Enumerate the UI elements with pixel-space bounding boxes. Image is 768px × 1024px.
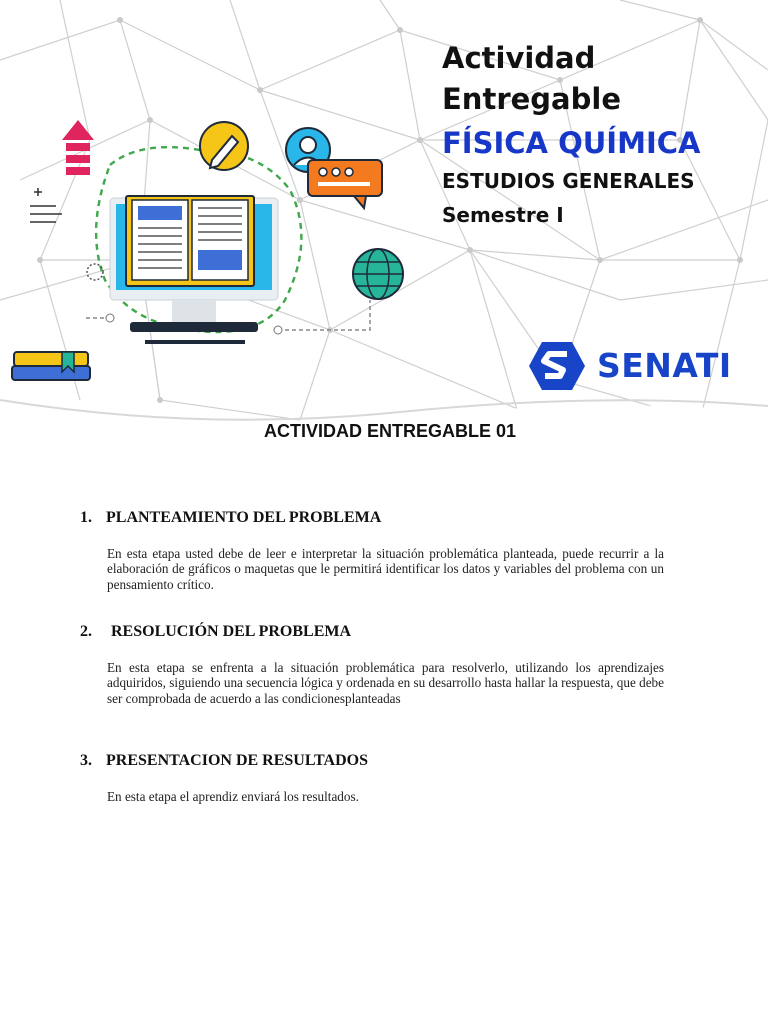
- document-icon: [30, 188, 62, 222]
- section-heading: [80, 752, 664, 770]
- section-number: 1.: [80, 509, 92, 526]
- section-number: 2.: [80, 623, 92, 640]
- cover-title-block: [442, 38, 700, 232]
- section-heading: [80, 623, 664, 641]
- section-2: [80, 623, 664, 706]
- section-title: RESOLUCIÓN DEL PROBLEMA: [111, 623, 352, 640]
- semester-label: Semestre I: [442, 203, 564, 227]
- arrow-up-icon: [62, 120, 94, 175]
- globe-icon: [353, 249, 403, 299]
- section-title: PLANTEAMIENTO DEL PROBLEMA: [106, 509, 382, 526]
- senati-logo-icon: [527, 340, 587, 392]
- cover-title-line1: Actividad: [442, 41, 596, 75]
- section-body: En esta etapa se enfrenta a la situación problemática para resolverlo, utilizando los aprendizajes adquiridos, siguiendo una secuencia lógica y ordenada en su desarrollo hasta hallar la respuesta, que debe ser comprobada de acuerdo a las condicionesplanteadas: [107, 660, 664, 706]
- pencil-icon: [200, 122, 248, 170]
- senati-logo-text: SENATI: [597, 346, 732, 385]
- cover-title-line2: Entregable: [442, 82, 621, 116]
- senati-logo: [527, 340, 732, 392]
- course-name: FÍSICA QUÍMICA: [442, 126, 701, 160]
- section-1: [80, 509, 664, 592]
- chat-bubble-icon: [308, 160, 382, 208]
- section-body: En esta etapa el aprendiz enviará los resultados.: [107, 789, 359, 804]
- section-body: En esta etapa usted debe de leer e interpretar la situación problemática planteada, puede recurrir a la elaboración de gráficos o maquetas que le permitirá identificar los datos y variables del problema con un pensamiento crítico.: [107, 546, 664, 592]
- section-number: 3.: [80, 752, 92, 769]
- section-3: [80, 752, 664, 804]
- section-heading: [80, 509, 664, 527]
- cover-header: [0, 0, 768, 440]
- program-name: ESTUDIOS GENERALES: [442, 169, 695, 193]
- document-subtitle: ACTIVIDAD ENTREGABLE 01: [263, 421, 517, 441]
- book-icon: [126, 196, 254, 286]
- books-icon: [12, 352, 90, 380]
- section-title: PRESENTACION DE RESULTADOS: [106, 752, 368, 769]
